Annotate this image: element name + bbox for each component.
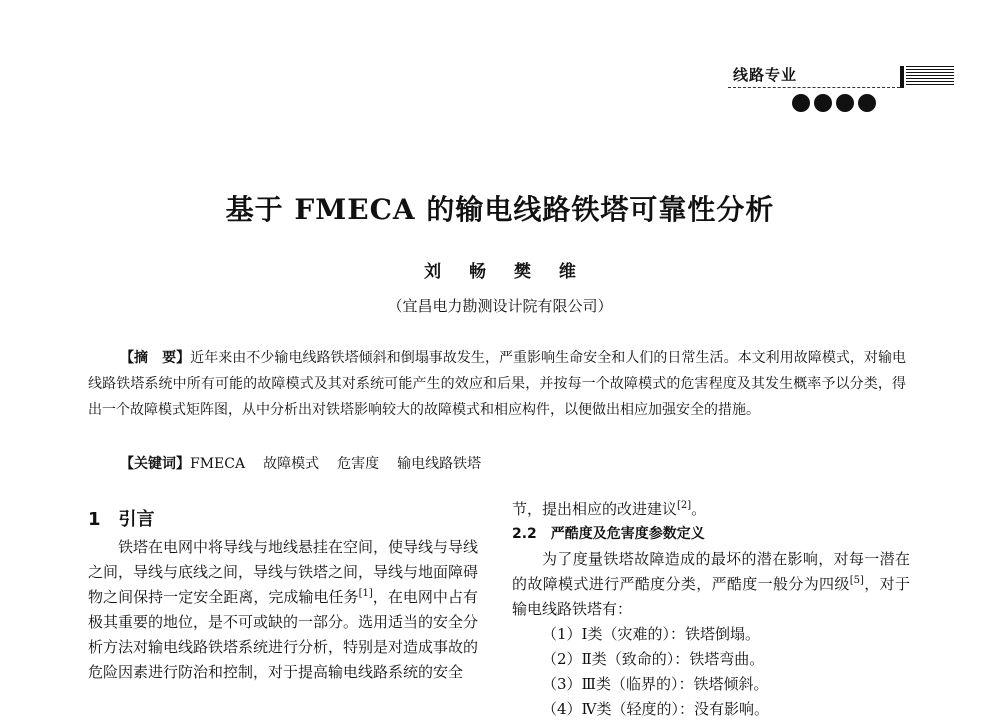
header-disc-icon <box>858 94 876 112</box>
abstract-label: 【摘 要】 <box>120 350 191 366</box>
continued-text: 节，提出相应的改进建议 <box>512 500 678 518</box>
severity-list-item: （2）Ⅱ类（致命的）：铁塔弯曲。 <box>542 650 765 668</box>
header-disc-icon <box>836 94 854 112</box>
section-heading-introduction: 1 引言 <box>88 509 155 530</box>
right-column <box>512 497 910 722</box>
journal-section-label: 线路专业 <box>733 66 798 84</box>
keyword-item: 危害度 <box>337 456 380 472</box>
severity-list-item: （3）Ⅲ类（临界的）：铁塔倾斜。 <box>542 675 769 693</box>
continued-paragraph <box>512 497 910 522</box>
keyword-item: FMECA <box>190 456 246 472</box>
header-bar-mark <box>900 66 904 88</box>
introduction-paragraph <box>88 535 478 685</box>
keyword-item: 输电线路铁塔 <box>397 456 482 472</box>
keywords-line <box>88 451 906 477</box>
paper-title: 基于 FMECA 的输电线路铁塔可靠性分析 <box>225 193 775 226</box>
intro-text: 铁塔在电网中将导线与地线悬挂在空间，使导线与导线之间，导线与底线之间，导线与铁塔之间，导线与地面障碍物之间保持一定安全距离，完成输电任务 <box>88 538 479 606</box>
keyword-item: 故障模式 <box>263 456 320 472</box>
header-disc-icon <box>814 94 832 112</box>
severity-list-item: （4）Ⅳ类（轻度的）：没有影响。 <box>542 700 770 718</box>
continued-text-end: 。 <box>691 500 707 518</box>
keywords-label: 【关键词】 <box>120 456 190 472</box>
paper-authors: 刘 畅 樊 维 <box>424 262 576 282</box>
paper-affiliation: （宜昌电力勘测设计院有限公司） <box>387 297 613 315</box>
severity-text: 为了度量铁塔故障造成的最坏的潜在影响，对每一潜在的故障模式进行严酷度分类，严酷度一般分为四级 <box>512 550 910 593</box>
subsection-heading-severity: 2.2 严酷度及危害度参数定义 <box>512 526 705 542</box>
severity-text-cont: ，对于输电线路铁塔有： <box>512 575 910 618</box>
citation-ref: [5] <box>849 575 864 586</box>
severity-paragraph <box>512 547 910 622</box>
citation-ref: [2] <box>677 500 692 511</box>
abstract-text: 近年来由不少输电线路铁塔倾斜和倒塌事故发生，严重影响生命安全和人们的日常生活。本文利用故障模式，对输电线路铁塔系统中所有可能的故障模式及其对系统可能产生的效应和后果，并按每一个故障模式的危害程度及其发生概率予以分类，得出一个故障模式矩阵图，从中分析出对铁塔影响较大的故障模式和相应构件，以便做出相应加强安全的措施。 <box>88 350 907 418</box>
left-column <box>88 507 478 685</box>
abstract-paragraph <box>88 345 906 423</box>
citation-ref: [1] <box>358 588 373 599</box>
intro-text-cont: ，在电网中占有极其重要的地位，是不可或缺的一部分。选用适当的安全分析方法对输电线路铁塔系统进行分析，特别是对造成事故的危险因素进行防治和控制，对于提高输电线路系统的安全 <box>88 588 479 681</box>
severity-list-item: （1）Ⅰ类（灾难的）：铁塔倒塌。 <box>542 625 760 643</box>
header-stripes-mark <box>906 66 954 87</box>
header-disc-icon <box>792 94 810 112</box>
header-dotted-rule <box>728 87 900 88</box>
